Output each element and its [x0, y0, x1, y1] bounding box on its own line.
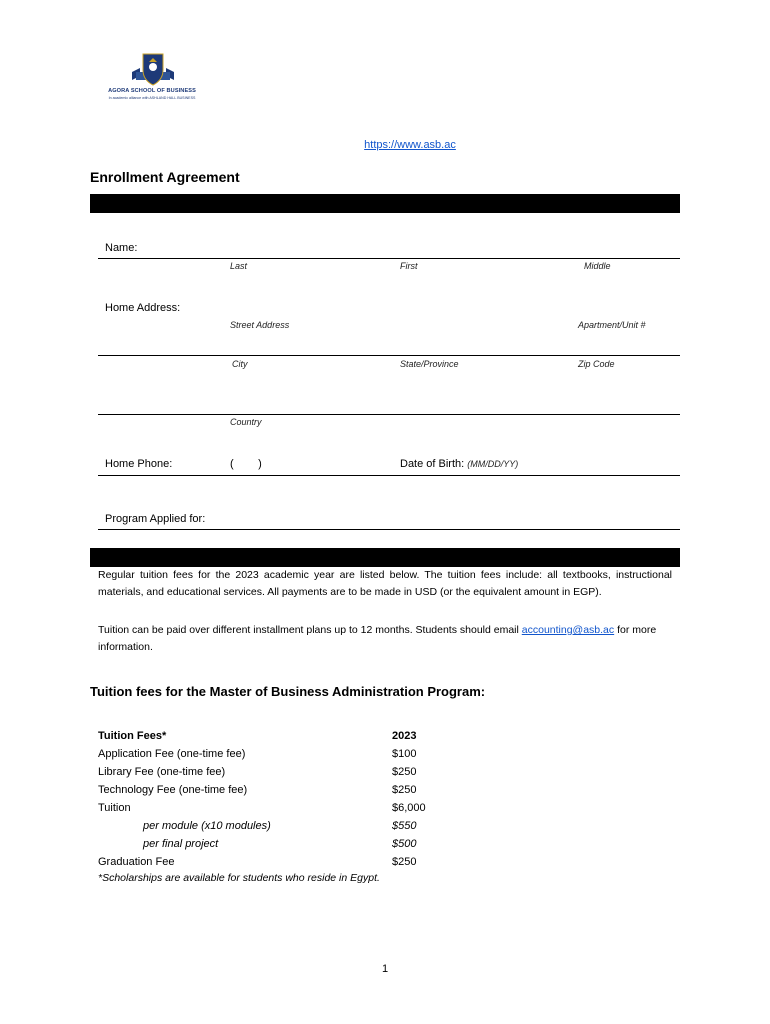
fees-row-final-project [98, 835, 438, 853]
address-label: Home Address: [105, 302, 181, 314]
fee-amount: $250 [392, 856, 417, 868]
logo-name: AGORA SCHOOL OF BUSINESS [108, 88, 196, 94]
fees-table-header [98, 727, 438, 745]
tuition-paragraph-1: Regular tuition fees for the 2023 academic year are listed below. The tuition fees include: all textbooks, instructional materials, and educational services. All payments are to be made in USD (or the equivalent amount in EGP). [98, 569, 672, 598]
name-middle-hint: Middle [584, 261, 611, 271]
city-hint: City [232, 359, 248, 369]
accounting-email-link[interactable]: accounting@asb.ac [521, 624, 615, 636]
dob-label [400, 458, 518, 470]
fees-header-desc: Tuition Fees* [98, 730, 167, 742]
fee-amount: $500 [392, 838, 417, 850]
shield-emblem-icon [130, 50, 176, 88]
fee-amount: $6,000 [392, 802, 426, 814]
program-label: Program Applied for: [105, 513, 206, 525]
street-address-field[interactable] [98, 355, 680, 356]
fees-section-title: Tuition fees for the Master of Business Administration Program: [90, 684, 486, 699]
city-state-zip-field[interactable] [98, 414, 680, 415]
name-field[interactable] [98, 258, 680, 259]
website-link-container [340, 139, 480, 151]
document-title: Enrollment Agreement [90, 169, 240, 185]
fees-header-year: 2023 [392, 730, 417, 742]
street-address-hint: Street Address [230, 320, 290, 330]
phone-dob-field[interactable] [98, 475, 680, 476]
name-last-hint: Last [230, 261, 248, 271]
fee-amount: $250 [392, 766, 417, 778]
section-bar-personal [90, 194, 680, 213]
fee-amount: $250 [392, 784, 417, 796]
state-province-hint: State/Province [400, 359, 459, 369]
home-phone-label: Home Phone: [105, 458, 173, 470]
fees-row-tuition [98, 799, 438, 817]
fees-row-graduation [98, 853, 438, 871]
zip-code-hint: Zip Code [578, 359, 615, 369]
website-link[interactable]: https://www.asb.ac [364, 139, 456, 151]
school-logo [108, 50, 196, 110]
dob-format-hint: (MM/DD/YY) [467, 459, 519, 469]
program-field[interactable] [98, 529, 680, 530]
fee-desc: Technology Fee (one-time fee) [98, 784, 248, 796]
page-number: 1 [381, 963, 389, 975]
name-label: Name: [105, 242, 138, 254]
fee-desc: Graduation Fee [98, 856, 175, 868]
fees-row-application [98, 745, 438, 763]
fee-desc: per module (x10 modules) [143, 820, 271, 832]
apartment-unit-hint: Apartment/Unit # [578, 320, 646, 330]
fees-row-per-module [98, 817, 438, 835]
name-first-hint: First [400, 261, 418, 271]
fee-amount: $550 [392, 820, 417, 832]
fee-desc: Library Fee (one-time fee) [98, 766, 226, 778]
fees-table [98, 727, 438, 871]
fee-amount: $100 [392, 748, 417, 760]
tuition-paragraph-2-start: Tuition can be paid over different installment plans up to 12 months. Students should email [98, 624, 522, 636]
fees-row-library [98, 763, 438, 781]
country-hint: Country [230, 417, 262, 427]
tuition-paragraph-2 [98, 622, 672, 656]
logo-subtitle: In academic alliance with ASHLAND HALL BUSINESS [108, 96, 196, 100]
fee-desc: per final project [143, 838, 219, 850]
fee-desc: Tuition [98, 802, 131, 814]
fee-desc: Application Fee (one-time fee) [98, 748, 246, 760]
phone-area-code: ( ) [230, 458, 262, 470]
dob-label-text: Date of Birth: [400, 458, 465, 470]
section-bar-tuition [90, 548, 680, 567]
tuition-paragraph-2-end: for more information. [98, 624, 657, 653]
scholarship-note: *Scholarships are available for students who reside in Egypt. [98, 872, 380, 884]
fees-row-technology [98, 781, 438, 799]
